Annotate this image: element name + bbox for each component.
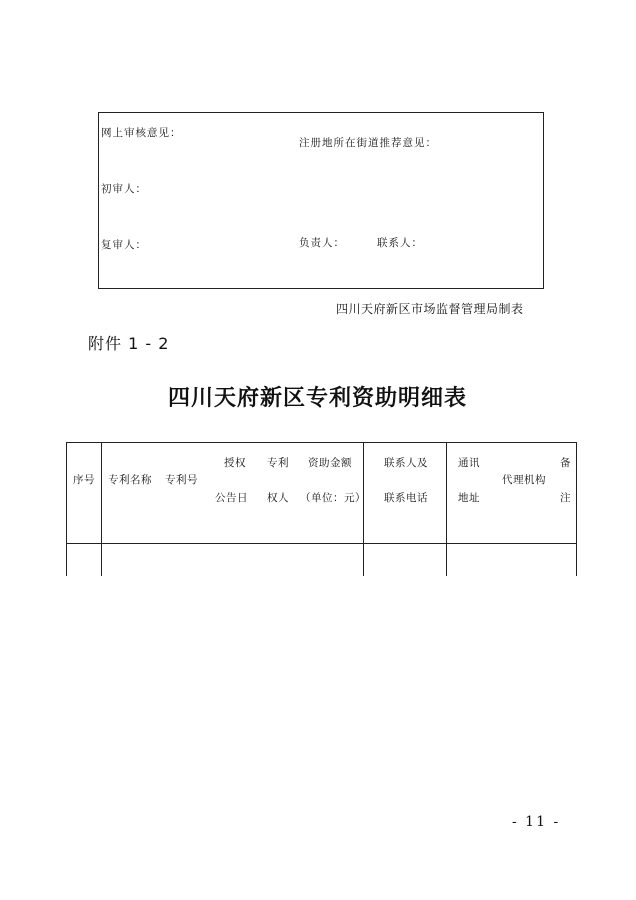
header-seq: 序号: [73, 474, 95, 486]
col-divider: [446, 442, 447, 576]
table-left-border: [66, 442, 67, 576]
contact-person-label: 联系人：: [377, 237, 423, 249]
table-header-bottom-border: [66, 543, 577, 544]
header-remark-line2: 注: [560, 492, 571, 504]
header-grant-line1: 授权: [224, 457, 246, 469]
first-reviewer-label: 初审人：: [101, 183, 147, 195]
header-patent-no: 专利号: [165, 474, 198, 486]
table-top-border: [66, 442, 577, 443]
issuer-note: 四川天府新区市场监督管理局制表: [336, 302, 524, 316]
header-agency: 代理机构: [502, 474, 546, 486]
header-owner-line1: 专利: [267, 457, 289, 469]
header-owner-line2: 权人: [267, 492, 289, 504]
header-amount-line1: 资助金额: [308, 457, 352, 469]
online-review-label: 网上审核意见：: [101, 127, 182, 139]
street-recommend-label: 注册地所在街道推荐意见：: [299, 137, 437, 149]
page-number: - 11 -: [512, 814, 561, 830]
header-contact-line1: 联系人及: [384, 457, 428, 469]
header-amount-line2: （单位：元）: [300, 492, 366, 504]
person-in-charge-label: 负责人：: [299, 237, 345, 249]
header-address-line2: 地址: [458, 492, 480, 504]
table-title: 四川天府新区专利资助明细表: [168, 385, 468, 411]
patent-detail-table: [66, 442, 577, 576]
attachment-label: 附件 1 - 2: [88, 334, 170, 353]
header-patent-name: 专利名称: [108, 474, 152, 486]
col-divider: [101, 442, 102, 576]
table-right-border: [576, 442, 577, 576]
header-grant-line2: 公告日: [215, 492, 248, 504]
col-divider: [363, 442, 364, 576]
second-reviewer-label: 复审人：: [101, 239, 147, 251]
review-opinion-box: [98, 112, 544, 289]
header-address-line1: 通讯: [458, 457, 480, 469]
header-remark-line1: 备: [560, 457, 571, 469]
header-contact-line2: 联系电话: [384, 492, 428, 504]
